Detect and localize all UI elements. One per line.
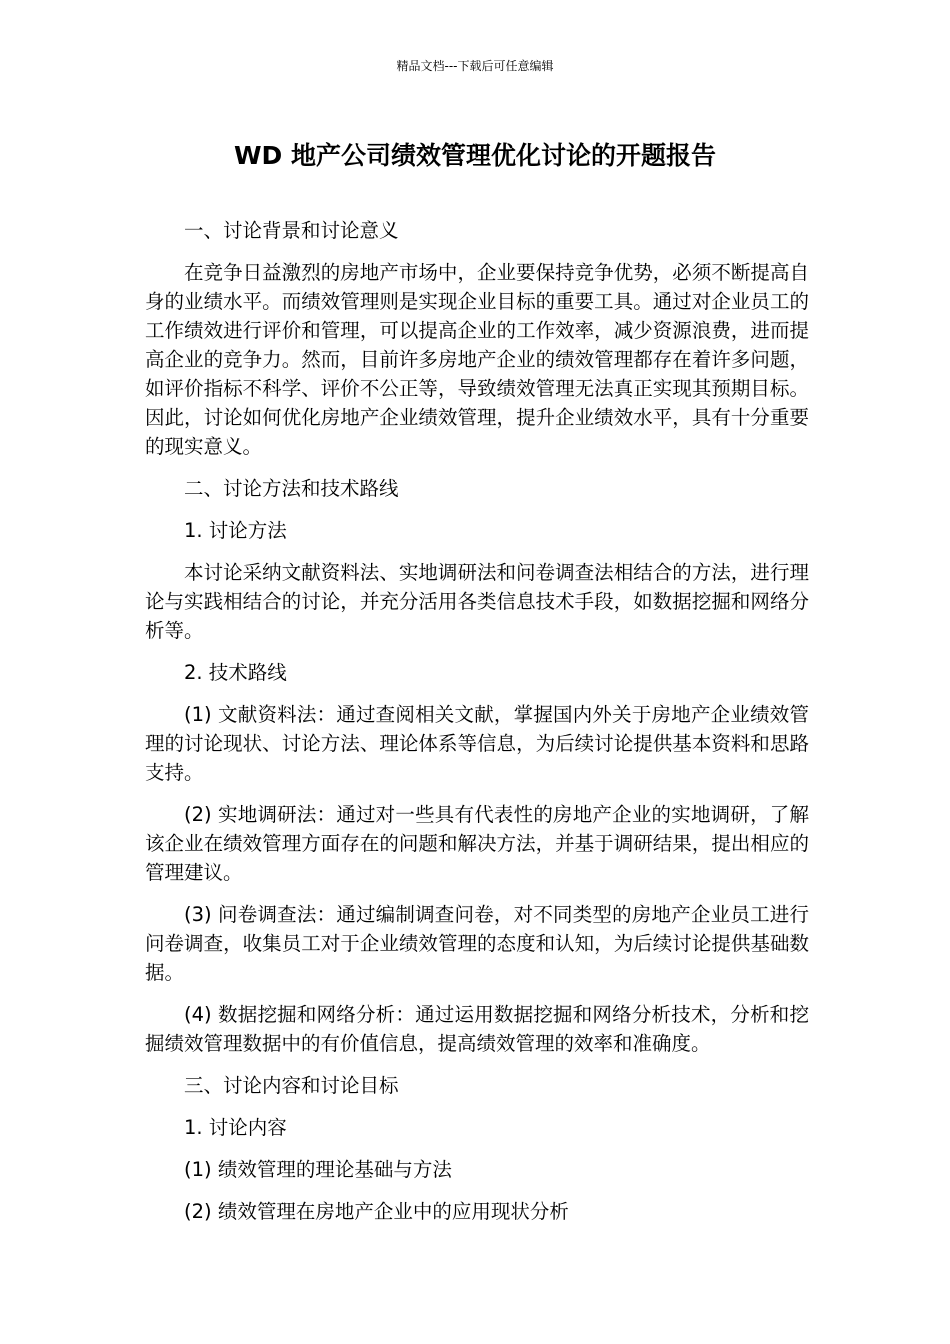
document-title: WD 地产公司绩效管理优化讨论的开题报告 xyxy=(233,141,717,170)
subheading-technical-route: 2. 技术路线 xyxy=(184,661,287,684)
paragraph-background: 在竞争日益激烈的房地产市场中，企业要保持竞争优势，必须不断提高自身的业绩水平。而绩效管理则是实现企业目标的重要工具。通过对企业员工的工作绩效进行评价和管理，可以提高企业的工作效率，减少资源浪费，进而提高企业的竞争力。然而，目前许多房地产企业的绩效管理都存在着许多问题，如评价指标不科学、评价不公正等，导致绩效管理无法真正实现其预期目标。因此，讨论如何优化房地产企业绩效管理，提升企业绩效水平，具有十分重要的现实意义。 xyxy=(145,261,809,458)
list-item-content-2: (2) 绩效管理在房地产企业中的应用现状分析 xyxy=(184,1200,569,1223)
paragraph-route-1: (1) 文献资料法：通过查阅相关文献，掌握国内外关于房地产企业绩效管理的讨论现状、讨论方法、理论体系等信息，为后续讨论提供基本资料和思路支持。 xyxy=(145,703,809,784)
section-heading-2: 二、讨论方法和技术路线 xyxy=(184,477,399,500)
paragraph-methods: 本讨论采纳文献资料法、实地调研法和问卷调查法相结合的方法，进行理论与实践相结合的讨论，并充分活用各类信息技术手段，如数据挖掘和网络分析等。 xyxy=(145,561,809,642)
subheading-content: 1. 讨论内容 xyxy=(184,1116,287,1139)
paragraph-route-4: (4) 数据挖掘和网络分析：通过运用数据挖掘和网络分析技术，分析和挖掘绩效管理数据中的有价值信息，提高绩效管理的效率和准确度。 xyxy=(145,1003,809,1055)
paragraph-route-3: (3) 问卷调查法：通过编制调查问卷，对不同类型的房地产企业员工进行问卷调查，收集员工对于企业绩效管理的态度和认知，为后续讨论提供基础数据。 xyxy=(145,903,809,984)
page-header: 精品文档---下载后可任意编辑 xyxy=(396,59,554,73)
list-item-content-1: (1) 绩效管理的理论基础与方法 xyxy=(184,1158,452,1181)
document-body xyxy=(145,216,809,1239)
section-heading-1: 一、讨论背景和讨论意义 xyxy=(184,219,399,242)
subheading-methods: 1. 讨论方法 xyxy=(184,519,287,542)
section-heading-3: 三、讨论内容和讨论目标 xyxy=(184,1074,399,1097)
paragraph-route-2: (2) 实地调研法：通过对一些具有代表性的房地产企业的实地调研，了解该企业在绩效管理方面存在的问题和解决方法，并基于调研结果，提出相应的管理建议。 xyxy=(145,803,809,884)
